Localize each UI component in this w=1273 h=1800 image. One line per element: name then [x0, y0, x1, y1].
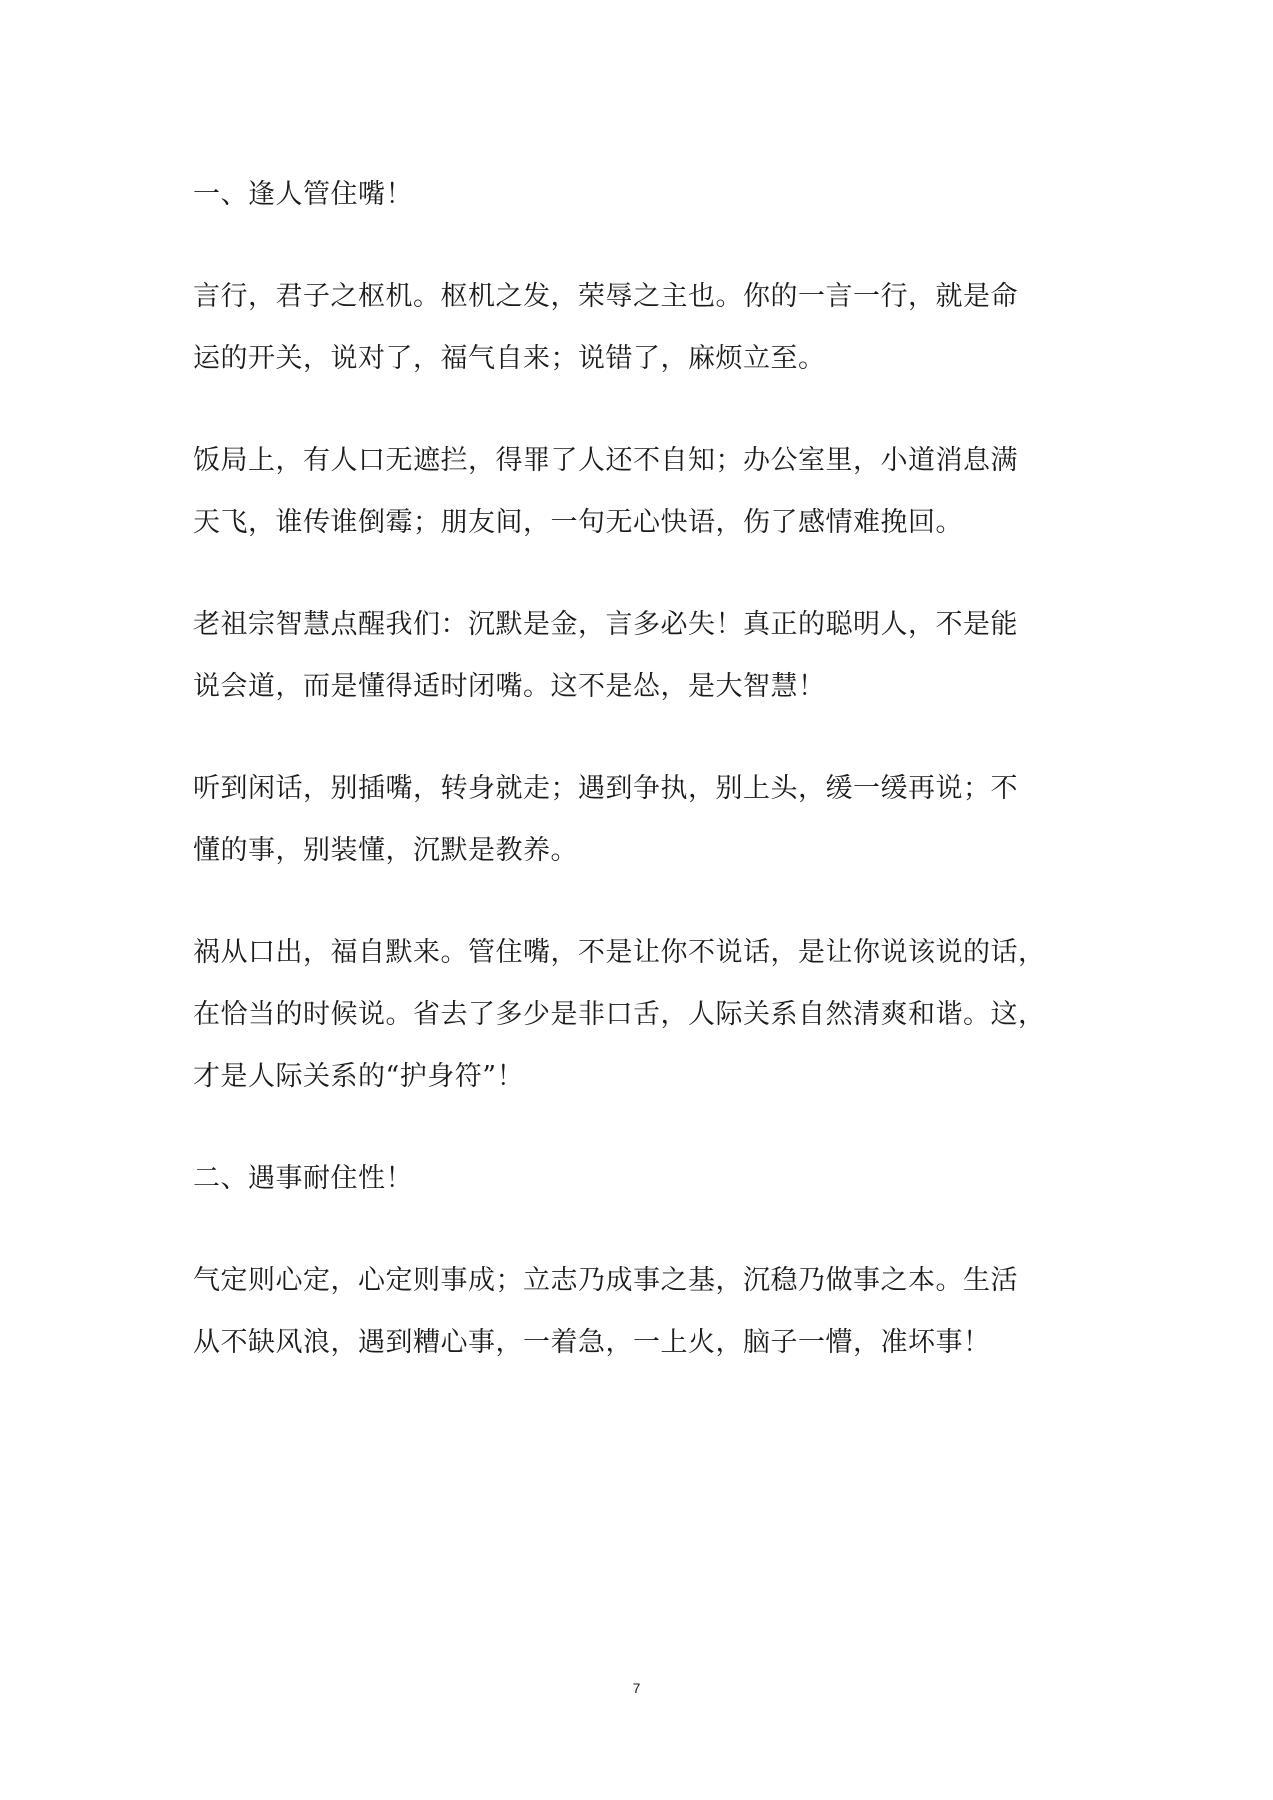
- paragraph-line: 祸从口出，福自默来。管住嘴，不是让你不说话，是让你说该说的话，: [193, 937, 1046, 968]
- paragraph-line: 听到闲话，别插嘴，转身就走；遇到争执，别上头，缓一缓再说；不: [193, 773, 1018, 804]
- paragraph-line: 运的开关，说对了，福气自来；说错了，麻烦立至。: [193, 343, 826, 374]
- paragraph: [193, 758, 1085, 882]
- paragraph: [193, 266, 1085, 390]
- paragraph-line: 在恰当的时候说。省去了多少是非口舌，人际关系自然清爽和谐。这，: [193, 999, 1046, 1030]
- paragraph: [193, 922, 1085, 1108]
- document-body: [193, 164, 1085, 1374]
- paragraph-line: 才是人际关系的“护身符”！: [193, 1061, 525, 1092]
- paragraph-line: 饭局上，有人口无遮拦，得罪了人还不自知；办公室里，小道消息满: [193, 445, 1018, 476]
- page-number: 7: [632, 1680, 641, 1696]
- paragraph-line: 说会道，而是懂得适时闭嘴。这不是怂，是大智慧！: [193, 671, 826, 702]
- section-heading: 二、遇事耐住性！: [193, 1163, 413, 1194]
- paragraph: [193, 594, 1085, 718]
- paragraph: [193, 430, 1085, 554]
- paragraph-line: 懂的事，别装懂，沉默是教养。: [193, 835, 578, 866]
- paragraph-line: 从不缺风浪，遇到糟心事，一着急，一上火，脑子一懵，准坏事！: [193, 1327, 991, 1358]
- paragraph-line: 老祖宗智慧点醒我们：沉默是金，言多必失！真正的聪明人，不是能: [193, 609, 1018, 640]
- section-heading: 一、逢人管住嘴！: [193, 179, 413, 210]
- paragraph-line: 天飞，谁传谁倒霉；朋友间，一句无心快语，伤了感情难挽回。: [193, 507, 963, 538]
- paragraph: [193, 1250, 1085, 1374]
- paragraph-line: 气定则心定，心定则事成；立志乃成事之基，沉稳乃做事之本。生活: [193, 1265, 1018, 1296]
- paragraph-line: 言行，君子之枢机。枢机之发，荣辱之主也。你的一言一行，就是命: [193, 281, 1018, 312]
